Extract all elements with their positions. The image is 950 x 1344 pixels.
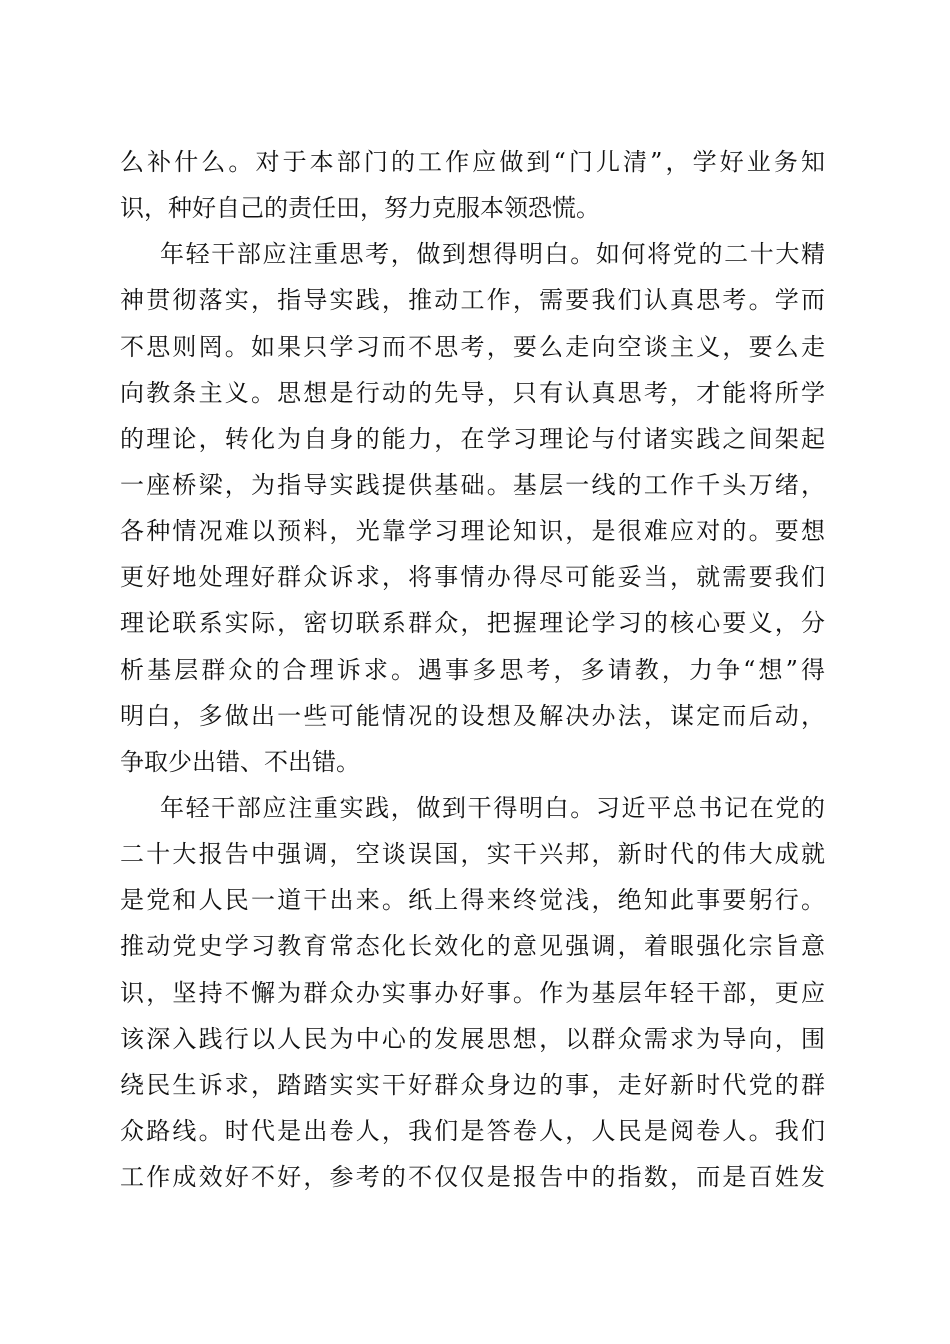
text-line: 该深入践行以人民为中心的发展思想，以群众需求为导向，围 <box>120 1024 825 1053</box>
text-line: 工作成效好不好，参考的不仅仅是报告中的指数，而是百姓发 <box>120 1163 825 1192</box>
text-line: 一座桥梁，为指导实践提供基础。基层一线的工作千头万绪， <box>120 470 825 499</box>
text-line: 析基层群众的合理诉求。遇事多思考，多请教，力争“想”得 <box>120 655 825 684</box>
text-line: 二十大报告中强调，空谈误国，实干兴邦，新时代的伟大成就 <box>120 840 825 869</box>
text-line: 众路线。时代是出卷人，我们是答卷人，人民是阅卷人。我们 <box>120 1116 825 1145</box>
paragraph-first-line: 年轻干部应注重思考，做到想得明白。如何将党的二十大精 <box>160 240 825 269</box>
text-line: 神贯彻落实，指导实践，推动工作，需要我们认真思考。学而 <box>120 286 825 315</box>
text-line: 更好地处理好群众诉求，将事情办得尽可能妥当，就需要我们 <box>120 563 825 592</box>
text-line: 识，种好自己的责任田，努力克服本领恐慌。 <box>120 194 600 223</box>
text-line: 争取少出错、不出错。 <box>120 747 360 776</box>
paragraph-first-line: 年轻干部应注重实践，做到干得明白。习近平总书记在党的 <box>160 793 825 822</box>
text-line: 的理论，转化为自身的能力，在学习理论与付诸实践之间架起 <box>120 424 825 453</box>
text-line: 么补什么。对于本部门的工作应做到“门儿清”，学好业务知 <box>120 148 825 176</box>
document-body <box>120 139 825 1200</box>
text-line: 推动党史学习教育常态化长效化的意见强调，着眼强化宗旨意 <box>120 932 825 961</box>
text-line: 是党和人民一道干出来。纸上得来终觉浅，绝知此事要躬行。 <box>120 886 825 915</box>
text-line: 不思则罔。如果只学习而不思考，要么走向空谈主义，要么走 <box>120 332 825 361</box>
text-line: 绕民生诉求，踏踏实实干好群众身边的事，走好新时代党的群 <box>120 1070 825 1099</box>
text-line: 明白，多做出一些可能情况的设想及解决办法，谋定而后动， <box>120 701 825 730</box>
text-line: 识，坚持不懈为群众办实事办好事。作为基层年轻干部，更应 <box>120 978 825 1007</box>
text-line: 理论联系实际，密切联系群众，把握理论学习的核心要义，分 <box>120 609 825 638</box>
text-line: 向教条主义。思想是行动的先导，只有认真思考，才能将所学 <box>120 378 825 407</box>
text-line: 各种情况难以预料，光靠学习理论知识，是很难应对的。要想 <box>120 517 825 546</box>
